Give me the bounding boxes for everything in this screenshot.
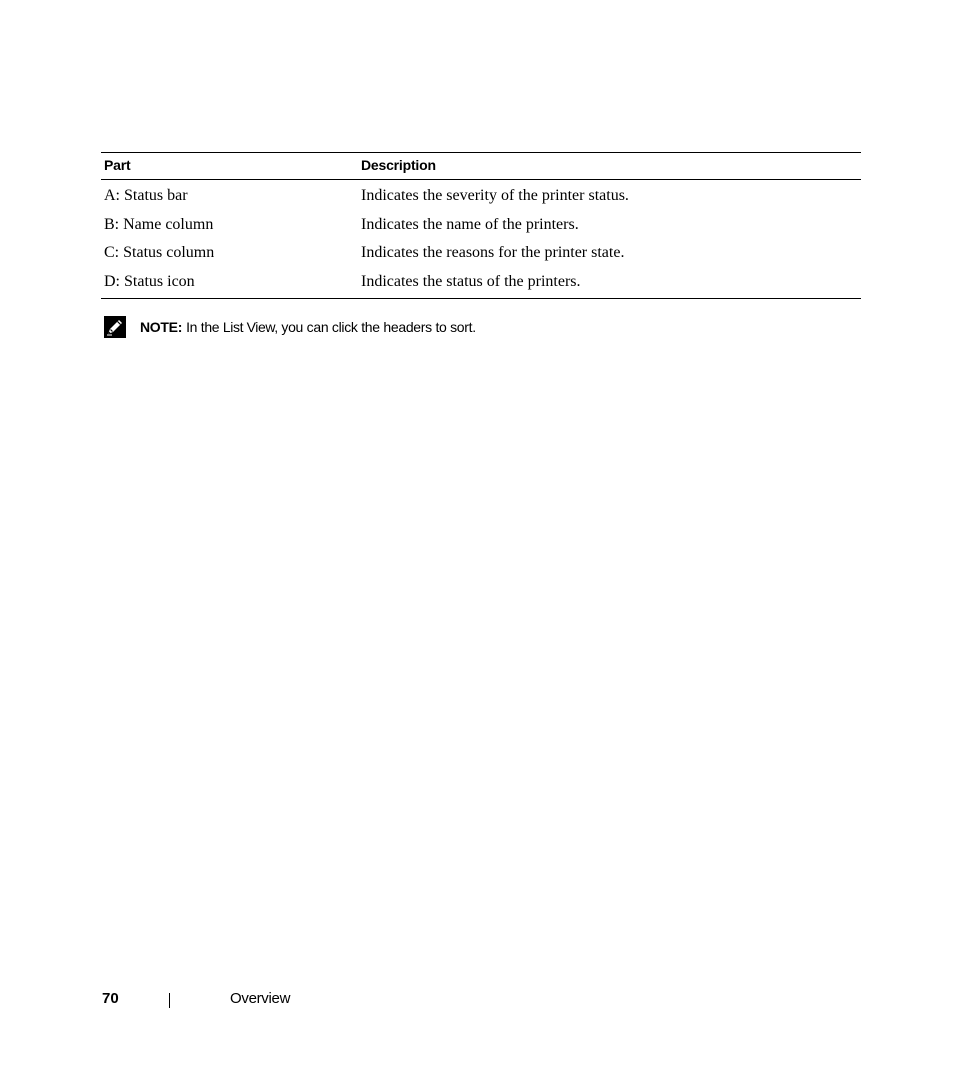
cell-description: Indicates the name of the printers. [361, 215, 579, 233]
note-text-before: In the [186, 319, 220, 335]
table-row [101, 180, 861, 211]
table-row [101, 268, 861, 299]
table-row [101, 239, 861, 268]
header-description: Description [358, 153, 861, 180]
note-label: NOTE: [140, 319, 183, 335]
cell-part: B: Name column [104, 215, 214, 233]
footer-divider [169, 993, 170, 1008]
cell-description: Indicates the status of the printers. [361, 272, 581, 290]
cell-part: A: Status bar [104, 187, 188, 205]
cell-description: Indicates the reasons for the printer state. [361, 244, 625, 262]
table-row [101, 211, 861, 240]
parts-table [101, 152, 861, 299]
note [104, 316, 476, 338]
pencil-note-icon [104, 316, 126, 338]
note-strong: List View, [222, 319, 278, 335]
cell-description: Indicates the severity of the printer status. [361, 187, 629, 205]
page-number: 70 [102, 990, 119, 1007]
note-text-after: you can click the headers to sort. [281, 319, 476, 335]
header-part: Part [101, 153, 358, 180]
footer-section-title: Overview [230, 990, 291, 1007]
cell-part: D: Status icon [104, 272, 195, 290]
table-header-row [101, 153, 861, 180]
cell-part: C: Status column [104, 244, 215, 262]
